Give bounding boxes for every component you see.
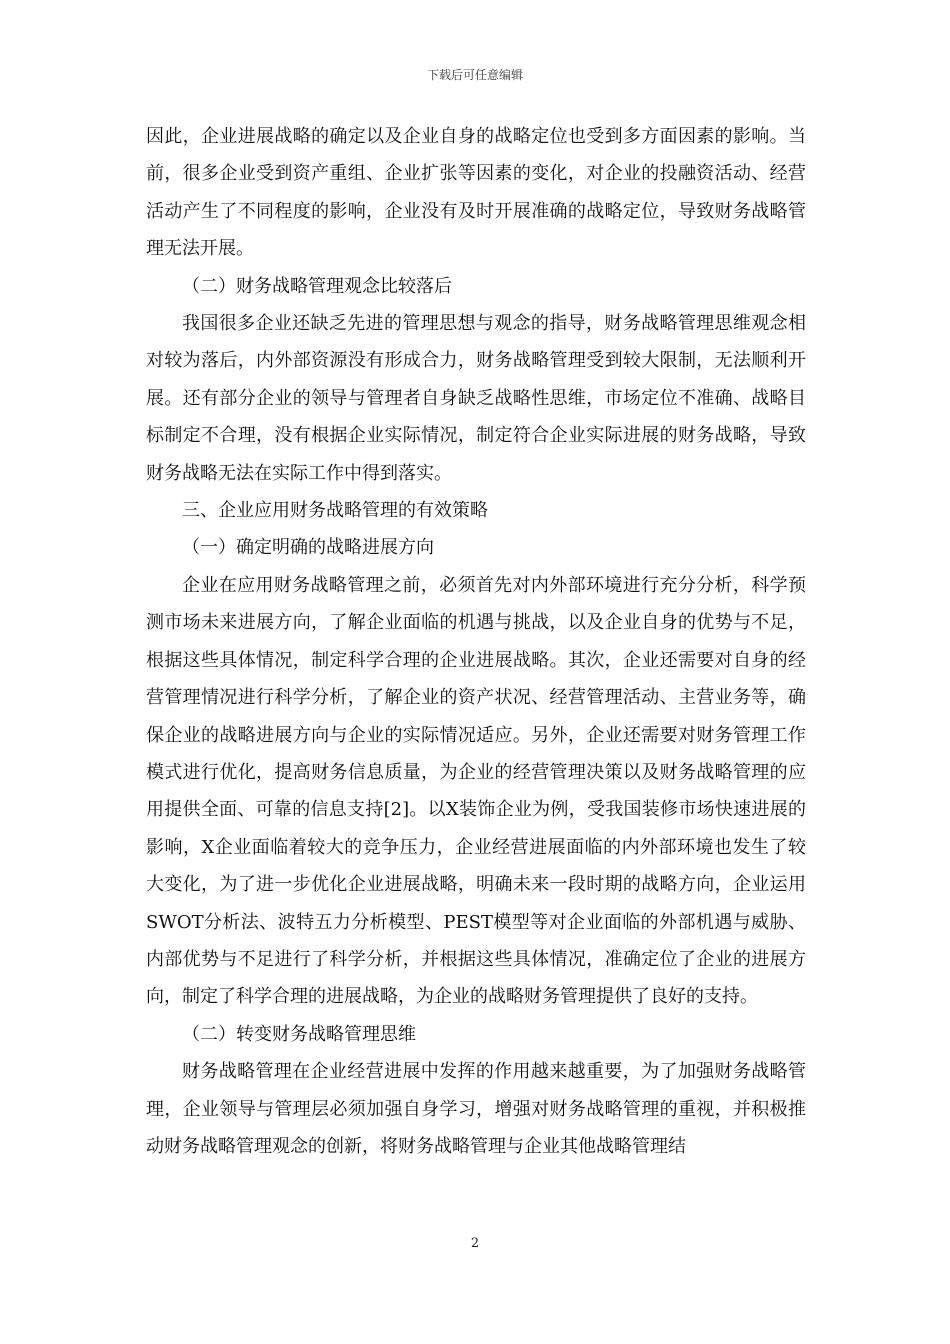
page-number: 2 [470,1236,480,1251]
section-heading-3: 三、企业应用财务战略管理的有效策略 [182,500,488,522]
paragraph-continuation: 因此，企业进展战略的确定以及企业自身的战略定位也受到多方面因素的影响。当前，很多企业受到资产重组、企业扩张等因素的变化，对企业的投融资活动、经营活动产生了不同程度的影响，企业没有及时开展准确的战略定位，导致财务战略管理无法开展。 [146,126,806,260]
section-heading-3-2: （二）转变财务战略管理思维 [182,1023,416,1045]
document-body [146,118,806,1165]
paragraph: 财务战略管理在企业经营进展中发挥的作用越来越重要，为了加强财务战略管理，企业领导与管理层必须加强自身学习，增强对财务战略管理的重视，并积极推动财务战略管理观念的创新，将财务战略管理与企业其他战略管理结 [146,1061,806,1157]
paragraph: 企业在应用财务战略管理之前，必须首先对内外部环境进行充分分析，科学预测市场未来进展方向，了解企业面临的机遇与挑战，以及企业自身的优势与不足，根据这些具体情况，制定科学合理的企业进展战略。其次，企业还需要对自身的经营管理情况进行科学分析，了解企业的资产状况、经营管理活动、主营业务等，确保企业的战略进展方向与企业的实际情况适应。另外，企业还需要对财务管理工作模式进行优化，提高财务信息质量，为企业的经营管理决策以及财务战略管理的应用提供全面、可靠的信息支持[2]。以X装饰企业为例，受我国装修市场快速进展的影响，X企业面临着较大的竞争压力，企业经营进展面临的内外部环境也发生了较大变化，为了进一步优化企业进展战略，明确未来一段时期的战略方向，企业运用SWOT分析法、波特五力分析模型、PEST模型等对企业面临的外部机遇与威胁、内部优势与不足进行了科学分析，并根据这些具体情况，准确定位了企业的进展方向，制定了科学合理的进展战略，为企业的战略财务管理提供了良好的支持。 [146,574,806,1008]
paragraph: 我国很多企业还缺乏先进的管理思想与观念的指导，财务战略管理思维观念相对较为落后，内外部资源没有形成合力，财务战略管理受到较大限制，无法顺利开展。还有部分企业的领导与管理者自身缺乏战略性思维，市场定位不准确、战略目标制定不合理，没有根据企业实际情况，制定符合企业实际进展的财务战略，导致财务战略无法在实际工作中得到落实。 [146,313,806,484]
section-heading-2-2: （二）财务战略管理观念比较落后 [182,275,452,297]
section-heading-3-1: （一）确定明确的战略进展方向 [182,537,434,559]
page-header: 下载后可任意编辑 [426,68,523,82]
